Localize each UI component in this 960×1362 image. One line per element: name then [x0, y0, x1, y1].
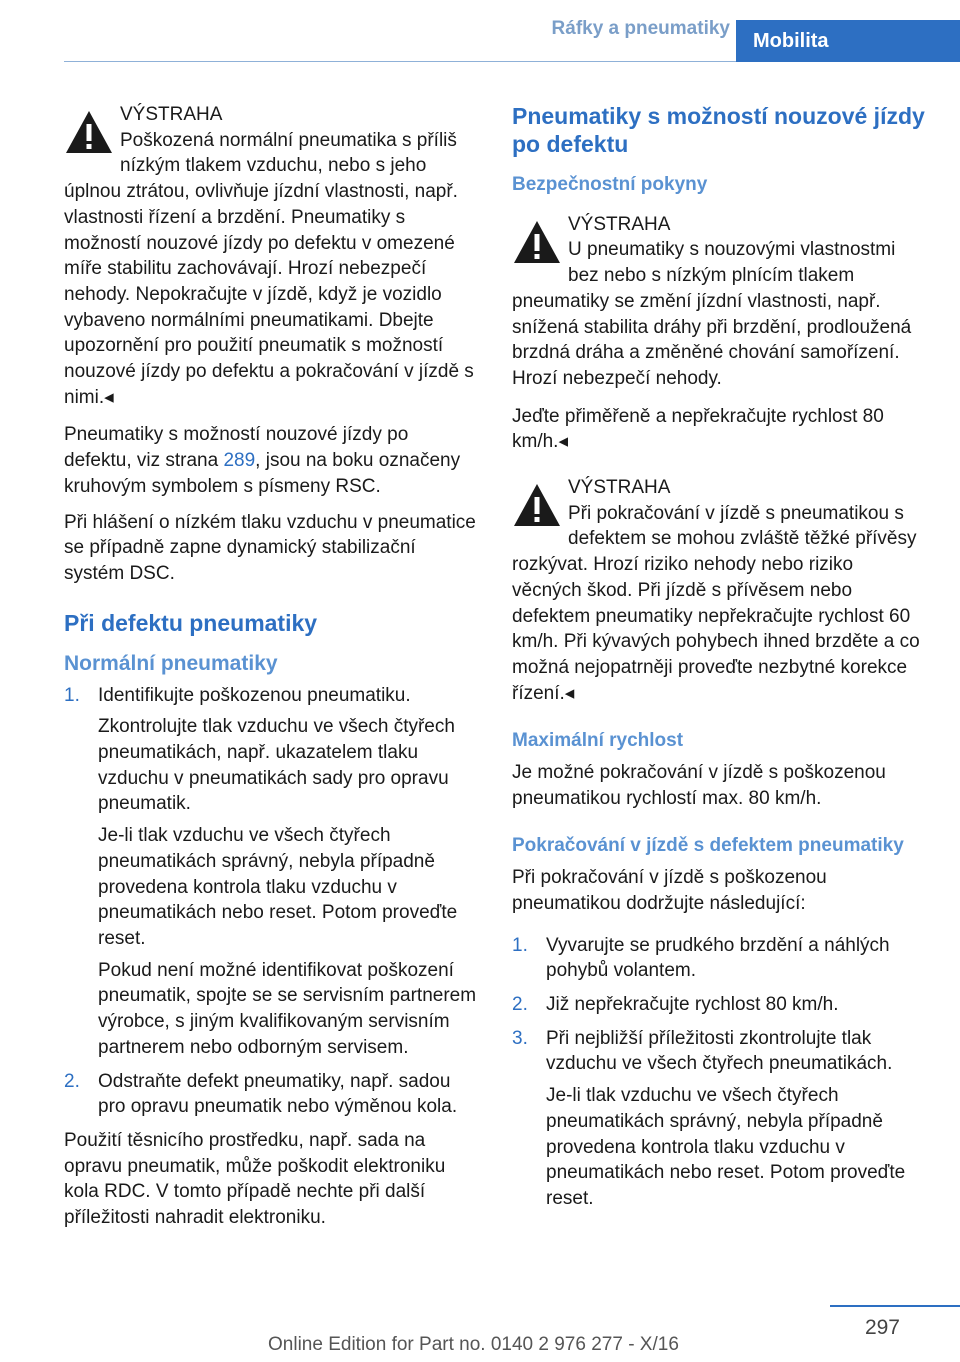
- heading-max-speed: Maximální rychlost: [512, 730, 684, 752]
- warning-title: VÝSTRAHA: [120, 104, 223, 125]
- warning-text: U pneumatiky s nouzovými vlastnostmi bez nebo s nízkým plnícím tlakem pneumatiky se změní jízdní vlastnosti, např. snížená stabilita dráhy při brzdění, prodloužená brzdná dráha a změněné chování samořízení. Hrozí nebezpečí nehody.: [512, 239, 912, 389]
- warning-text: Poškozená normální pneumatika s příliš nízkým tlakem vzduchu, nebo s jeho úplnou ztrátou, ovlivňuje jízdní vlastnosti, např. vlastnosti řízení a brzdění. Pneumatiky s možností nouzové jízdy po defektu v omezené míře stabilitu zachovávají. Hrozí nebezpečí nehody. Nepokračujte v jízdě, když je vozidlo vybaveno normálními pneumatikami. Dbejte upozornění pro použití pneumatik s možností nouzové jízdy po defektu a pokračování v jízdě s nimi.◂: [64, 129, 474, 408]
- list-paragraph: Při nejbližší příležitosti zkontrolujte tlak vzduchu ve všech čtyřech pneumatikách.: [546, 1027, 893, 1075]
- rsc-text-end: , jsou na boku označeny kruhovým symbolem s písmeny RSC.: [64, 450, 461, 497]
- list-item: [64, 1069, 478, 1120]
- list-paragraph: Zkontrolujte tlak vzduchu ve všech čtyřech pneumatikách, např. ukazatelem tlaku vzduchu v pneumatikách sady pro opravu pneumatik.: [98, 716, 455, 815]
- list-number: 3.: [512, 1027, 528, 1049]
- list-number: 1.: [512, 934, 528, 956]
- header-active-tab[interactable]: Mobilita: [736, 20, 960, 62]
- heading-normal-tires: Normální pneumatiky: [64, 651, 278, 675]
- dsc-paragraph: Při hlášení o nízkém tlaku vzduchu v pneumatice se případně zapne dynamický stabilizační systém DSC.: [64, 511, 476, 584]
- list-number: 2.: [512, 993, 528, 1015]
- warning-box: [512, 475, 926, 706]
- list-item: [512, 1026, 926, 1212]
- warning-triangle-icon: [512, 481, 562, 531]
- header-divider: [64, 61, 736, 62]
- heading-runflat: Pneumatiky s možností nouzové jízdy po defektu: [512, 103, 925, 157]
- rsc-paragraph: [64, 422, 478, 499]
- warning-triangle-icon: [64, 108, 114, 158]
- heading-continue-driving: Pokračování v jízdě s defektem pneumatiky: [512, 835, 904, 857]
- list-number: 2.: [64, 1070, 80, 1092]
- list-paragraph: Je-li tlak vzduchu ve všech čtyřech pneumatikách správný, nebyla případně provedena kontrola tlaku vzduchu v pneumatikách nebo reset. Potom proveďte reset.: [98, 825, 458, 949]
- right-steps-list: [512, 933, 926, 1212]
- heading-safety-notes: Bezpečnostní pokyny: [512, 174, 708, 195]
- list-item: [512, 933, 926, 984]
- list-paragraph: Vyvarujte se prudkého brzdění a náhlých pohybů volantem.: [546, 934, 890, 982]
- warning-box: [512, 212, 926, 392]
- max-speed-paragraph: Je možné pokračování v jízdě s poškozenou pneumatikou rychlostí max. 80 km/h.: [512, 762, 886, 809]
- list-paragraph: Je-li tlak vzduchu ve všech čtyřech pneumatikách správný, nebyla případně provedena kontrola tlaku vzduchu v pneumatikách nebo reset. Potom proveďte reset.: [546, 1085, 906, 1209]
- warning-triangle-icon: [512, 218, 562, 268]
- warning-title: VÝSTRAHA: [568, 213, 671, 235]
- warning-title: VÝSTRAHA: [568, 477, 671, 499]
- rdc-paragraph: Použití těsnicího prostředku, např. sada na opravu pneumatik, může poškodit elektroniku kola RDC. V tomto případě nechte při další příležitosti nahradit elektroniku.: [64, 1129, 446, 1229]
- page-link-289[interactable]: 289: [223, 450, 256, 472]
- continue-paragraph: Při pokračování v jízdě s poškozenou pneumatikou dodržujte následující:: [512, 867, 827, 914]
- header-section-tab[interactable]: Ráfky a pneumatiky: [551, 18, 730, 39]
- footer-edition-text: Online Edition for Part no. 0140 2 976 277 - X/16: [268, 1334, 679, 1355]
- left-steps-list: [64, 683, 478, 1120]
- list-number: 1.: [64, 684, 80, 706]
- left-column: [64, 102, 478, 1241]
- speed-warning-paragraph: Jeďte přiměřeně a nepřekračujte rychlost 80 km/h.◂: [512, 405, 884, 453]
- warning-box: [64, 102, 478, 410]
- page-number-rule: [830, 1305, 960, 1307]
- page-number: 297: [864, 1316, 900, 1339]
- list-paragraph: Identifikujte poškozenou pneumatiku.: [98, 684, 411, 706]
- list-item: [512, 992, 926, 1018]
- list-paragraph: Již nepřekračujte rychlost 80 km/h.: [546, 993, 839, 1015]
- warning-text: Při pokračování v jízdě s pneumatikou s defektem se mohou zvláště těžké přívěsy rozkývat. Hrozí riziko nehody nebo riziko věcných škod. Při jízdě s přívěsem nebo defektem pneumatiky nepřekračujte rychlost 60 km/h. Při kývavých pohybech ihned brzděte a co možná nejopatrněji proveďte nezbytné korekce řízení.◂: [512, 502, 920, 704]
- list-paragraph: Pokud není možné identifikovat poškození pneumatik, spojte se se servisním partnerem výrobce, s jiným kvalifikovaným servisním partnerem nebo odborným servisem.: [98, 959, 477, 1058]
- rsc-text-start: Pneumatiky s možností nouzové jízdy po defektu, viz strana: [64, 424, 409, 472]
- heading-tire-defect: Při defektu pneumatiky: [64, 609, 318, 636]
- right-column: [512, 102, 926, 1220]
- list-paragraph: Odstraňte defekt pneumatiky, např. sadou pro opravu pneumatik nebo výměnou kola.: [98, 1070, 458, 1118]
- list-item: [64, 683, 478, 1061]
